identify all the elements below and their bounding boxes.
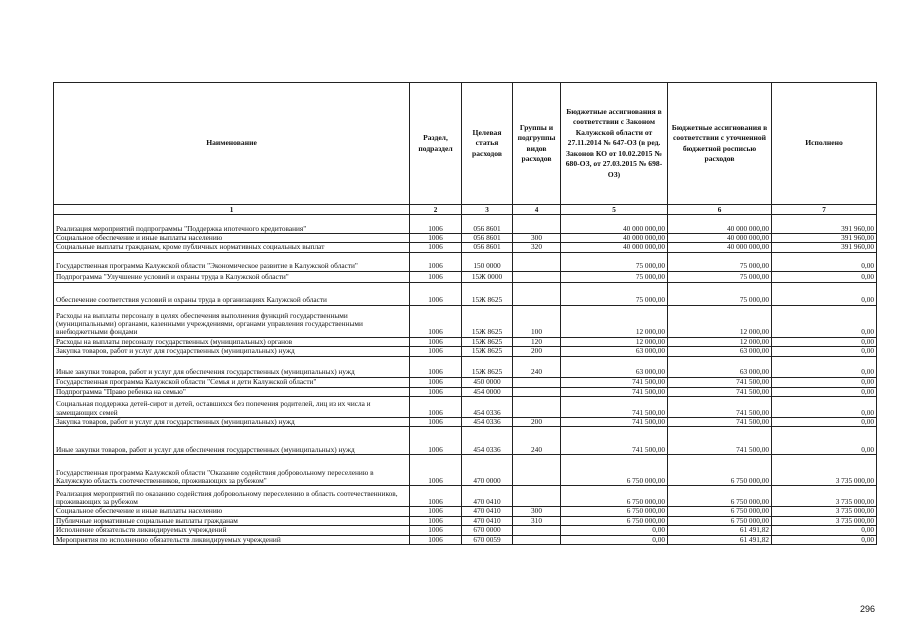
table-cell-section: 1006 — [410, 215, 462, 234]
table-cell-group: 100 — [513, 305, 561, 337]
table-cell-target: 454 0336 — [462, 427, 513, 455]
table-row — [54, 356, 877, 377]
table-row — [54, 397, 877, 418]
table-cell-executed: 391 960,00 — [772, 234, 877, 243]
table-cell-group: 240 — [513, 427, 561, 455]
table-cell-section: 1006 — [410, 507, 462, 516]
table-row — [54, 427, 877, 455]
table-cell-executed: 3 735 000,00 — [772, 486, 877, 507]
table-cell-target: 670 0059 — [462, 535, 513, 544]
table-cell-target: 15Ж 0000 — [462, 271, 513, 282]
table-cell-name: Иные закупки товаров, работ и услуг для обеспечения государственных (муниципальных) нужд — [54, 356, 410, 377]
table-cell-name: Государственная программа Калужской области "Экономическое развитие в Калужской области" — [54, 252, 410, 271]
table-cell-budget-refined: 63 000,00 — [668, 347, 772, 356]
header-row — [54, 83, 877, 205]
table-cell-section: 1006 — [410, 387, 462, 396]
table-cell-target: 450 0000 — [462, 377, 513, 387]
table-cell-section: 1006 — [410, 234, 462, 243]
table-cell-group: 200 — [513, 347, 561, 356]
table-cell-budget-law: 6 750 000,00 — [561, 455, 668, 486]
table-cell-target: 056 8601 — [462, 234, 513, 243]
table-cell-target: 15Ж 8625 — [462, 337, 513, 346]
table-cell-name: Подпрограмма "Право ребенка на семью" — [54, 387, 410, 396]
header-executed: Исполнено — [772, 83, 877, 205]
table-cell-target: 056 8601 — [462, 243, 513, 252]
table-cell-section: 1006 — [410, 377, 462, 387]
table-cell-executed: 0,00 — [772, 535, 877, 544]
table-cell-budget-law: 63 000,00 — [561, 347, 668, 356]
table-cell-name: Расходы на выплаты персоналу государственных (муниципальных) органов — [54, 337, 410, 346]
table-cell-target: 670 0000 — [462, 526, 513, 535]
table-cell-executed: 0,00 — [772, 347, 877, 356]
table-cell-target: 150 0000 — [462, 252, 513, 271]
table-cell-budget-refined: 61 491,82 — [668, 526, 772, 535]
table-cell-budget-refined: 6 750 000,00 — [668, 455, 772, 486]
table-cell-target: 454 0336 — [462, 418, 513, 427]
table-cell-budget-law: 75 000,00 — [561, 252, 668, 271]
table-cell-budget-refined: 741 500,00 — [668, 418, 772, 427]
table-cell-executed: 0,00 — [772, 387, 877, 396]
table-cell-name: Социальное обеспечение и иные выплаты населению — [54, 234, 410, 243]
table-cell-executed: 3 735 000,00 — [772, 507, 877, 516]
table-cell-name: Мероприятия по исполнению обязательств ликвидируемых учреждений — [54, 535, 410, 544]
table-cell-budget-refined: 75 000,00 — [668, 252, 772, 271]
table-cell-budget-refined: 12 000,00 — [668, 305, 772, 337]
header-budget-refined: Бюджетные ассигнования в соответствии с уточненной бюджетной росписью расходов — [668, 83, 772, 205]
table-cell-target: 15Ж 8625 — [462, 356, 513, 377]
table-cell-executed: 391 960,00 — [772, 215, 877, 234]
header-name: Наименование — [54, 83, 410, 205]
column-number: 3 — [462, 205, 513, 215]
table-cell-group — [513, 387, 561, 396]
table-cell-budget-law: 741 500,00 — [561, 397, 668, 418]
budget-table — [53, 82, 877, 545]
page-number: 296 — [860, 604, 876, 614]
table-cell-executed: 0,00 — [772, 418, 877, 427]
table-cell-target: 470 0410 — [462, 486, 513, 507]
table-row — [54, 377, 877, 387]
table-cell-executed: 0,00 — [772, 427, 877, 455]
table-cell-budget-refined: 63 000,00 — [668, 356, 772, 377]
table-cell-budget-law: 741 500,00 — [561, 387, 668, 396]
header-target: Целевая статья расходов — [462, 83, 513, 205]
table-cell-executed: 0,00 — [772, 337, 877, 346]
table-cell-group: 200 — [513, 418, 561, 427]
table-cell-group: 310 — [513, 516, 561, 525]
table-cell-section: 1006 — [410, 252, 462, 271]
table-cell-name: Реализация мероприятий по оказанию содействия добровольному переселению в область соотечественников, проживающих за рубежом — [54, 486, 410, 507]
table-row — [54, 535, 877, 544]
table-cell-budget-refined: 741 500,00 — [668, 397, 772, 418]
table-cell-group: 320 — [513, 243, 561, 252]
table-row — [54, 507, 877, 516]
table-cell-budget-refined: 6 750 000,00 — [668, 486, 772, 507]
table-cell-group: 240 — [513, 356, 561, 377]
table-row — [54, 418, 877, 427]
table-cell-group — [513, 271, 561, 282]
table-cell-budget-law: 63 000,00 — [561, 356, 668, 377]
table-row — [54, 243, 877, 252]
table-cell-name: Исполнение обязательств ликвидируемых учреждений — [54, 526, 410, 535]
table-cell-budget-refined: 6 750 000,00 — [668, 507, 772, 516]
table-cell-budget-refined: 12 000,00 — [668, 337, 772, 346]
table-cell-section: 1006 — [410, 282, 462, 305]
table-cell-group: 300 — [513, 507, 561, 516]
column-number: 2 — [410, 205, 462, 215]
column-number: 5 — [561, 205, 668, 215]
table-cell-section: 1006 — [410, 356, 462, 377]
table-cell-target: 454 0336 — [462, 397, 513, 418]
table-cell-section: 1006 — [410, 418, 462, 427]
table-cell-target: 15Ж 8625 — [462, 347, 513, 356]
table-cell-budget-law: 0,00 — [561, 535, 668, 544]
table-cell-section: 1006 — [410, 305, 462, 337]
table-cell-budget-law: 741 500,00 — [561, 377, 668, 387]
table-cell-budget-law: 6 750 000,00 — [561, 486, 668, 507]
table-row — [54, 252, 877, 271]
table-cell-budget-law: 6 750 000,00 — [561, 507, 668, 516]
table-cell-group — [513, 282, 561, 305]
table-cell-budget-refined: 75 000,00 — [668, 282, 772, 305]
table-cell-target: 15Ж 8625 — [462, 305, 513, 337]
table-cell-executed: 0,00 — [772, 356, 877, 377]
table-cell-budget-law: 40 000 000,00 — [561, 243, 668, 252]
table-cell-budget-law: 75 000,00 — [561, 282, 668, 305]
table-cell-name: Закупка товаров, работ и услуг для государственных (муниципальных) нужд — [54, 418, 410, 427]
table-row — [54, 234, 877, 243]
table-cell-executed: 0,00 — [772, 282, 877, 305]
table-cell-budget-refined: 40 000 000,00 — [668, 243, 772, 252]
table-cell-name: Расходы на выплаты персоналу в целях обеспечения выполнения функций государственными (муниципальными) органами, казенными учреждениями, органами управления государственными внебюджетными фондами — [54, 305, 410, 337]
table-row — [54, 486, 877, 507]
table-cell-name: Публичные нормативные социальные выплаты гражданам — [54, 516, 410, 525]
header-section: Раздел, подраздел — [410, 83, 462, 205]
table-cell-name: Социальные выплаты гражданам, кроме публичных нормативных социальных выплат — [54, 243, 410, 252]
table-cell-target: 15Ж 8625 — [462, 282, 513, 305]
table-cell-budget-law: 12 000,00 — [561, 337, 668, 346]
table-cell-budget-refined: 741 500,00 — [668, 427, 772, 455]
table-cell-name: Обеспечение соответствия условий и охраны труда в организациях Калужской области — [54, 282, 410, 305]
column-numbers-row — [54, 205, 877, 215]
table-cell-section: 1006 — [410, 337, 462, 346]
table-cell-budget-law: 12 000,00 — [561, 305, 668, 337]
table-cell-group — [513, 377, 561, 387]
table-row — [54, 347, 877, 356]
table-cell-target: 454 0000 — [462, 387, 513, 396]
table-cell-section: 1006 — [410, 397, 462, 418]
table-cell-budget-refined: 61 491,82 — [668, 535, 772, 544]
table-cell-target: 470 0410 — [462, 516, 513, 525]
table-row — [54, 526, 877, 535]
table-cell-section: 1006 — [410, 516, 462, 525]
table-cell-group — [513, 526, 561, 535]
table-cell-name: Закупка товаров, работ и услуг для государственных (муниципальных) нужд — [54, 347, 410, 356]
table-cell-section: 1006 — [410, 535, 462, 544]
table-cell-executed: 0,00 — [772, 397, 877, 418]
table-cell-executed: 0,00 — [772, 305, 877, 337]
table-cell-section: 1006 — [410, 347, 462, 356]
table-row — [54, 271, 877, 282]
table-cell-section: 1006 — [410, 455, 462, 486]
table-cell-budget-refined: 741 500,00 — [668, 377, 772, 387]
table-row — [54, 215, 877, 234]
table-cell-group — [513, 252, 561, 271]
table-cell-executed: 0,00 — [772, 271, 877, 282]
table-cell-budget-law: 75 000,00 — [561, 271, 668, 282]
table-row — [54, 455, 877, 486]
table-cell-name: Подпрограмма "Улучшение условий и охраны труда в Калужской области" — [54, 271, 410, 282]
table-row — [54, 516, 877, 525]
table-cell-budget-law: 741 500,00 — [561, 418, 668, 427]
table-cell-name: Иные закупки товаров, работ и услуг для обеспечения государственных (муниципальных) нужд — [54, 427, 410, 455]
table-cell-group — [513, 455, 561, 486]
table-cell-executed: 0,00 — [772, 377, 877, 387]
column-number: 4 — [513, 205, 561, 215]
table-cell-name: Реализация мероприятий подпрограммы "Поддержка ипотечного кредитования" — [54, 215, 410, 234]
table-cell-budget-refined: 6 750 000,00 — [668, 516, 772, 525]
table-cell-group — [513, 535, 561, 544]
table-body — [54, 215, 877, 545]
header-groups: Группы и подгруппы видов расходов — [513, 83, 561, 205]
table-cell-group — [513, 397, 561, 418]
table-cell-target: 056 8601 — [462, 215, 513, 234]
table-cell-executed: 0,00 — [772, 252, 877, 271]
table-cell-name: Социальная поддержка детей-сирот и детей, оставшихся без попечения родителей, лиц из их числа и замещающих семей — [54, 397, 410, 418]
table-cell-budget-refined: 40 000 000,00 — [668, 215, 772, 234]
table-cell-group: 120 — [513, 337, 561, 346]
table-cell-name: Государственная программа Калужской области "Оказание содействия добровольному переселению в Калужскую область соотечественников, проживающих за рубежом" — [54, 455, 410, 486]
table-cell-executed: 3 735 000,00 — [772, 516, 877, 525]
table-cell-section: 1006 — [410, 486, 462, 507]
table-cell-section: 1006 — [410, 243, 462, 252]
header-budget-law: Бюджетные ассигнования в соответствии с Законом Калужской области от 27.11.2014 № 647-ОЗ (в ред. Законов КО от 10.02.2015 № 680-ОЗ, от 27.03.2015 № 698-ОЗ) — [561, 83, 668, 205]
table-row — [54, 282, 877, 305]
table-cell-executed: 0,00 — [772, 526, 877, 535]
table-cell-name: Социальное обеспечение и иные выплаты населению — [54, 507, 410, 516]
table-cell-section: 1006 — [410, 526, 462, 535]
column-number: 7 — [772, 205, 877, 215]
table-cell-budget-refined: 741 500,00 — [668, 387, 772, 396]
table-cell-executed: 3 735 000,00 — [772, 455, 877, 486]
table-row — [54, 337, 877, 346]
column-number: 6 — [668, 205, 772, 215]
table-row — [54, 387, 877, 396]
table-cell-budget-law: 0,00 — [561, 526, 668, 535]
table-cell-executed: 391 960,00 — [772, 243, 877, 252]
table-cell-group: 300 — [513, 234, 561, 243]
column-number: 1 — [54, 205, 410, 215]
table-cell-target: 470 0410 — [462, 507, 513, 516]
table-cell-budget-law: 40 000 000,00 — [561, 215, 668, 234]
table-cell-budget-refined: 40 000 000,00 — [668, 234, 772, 243]
table-cell-target: 470 0000 — [462, 455, 513, 486]
table-cell-section: 1006 — [410, 427, 462, 455]
table-cell-budget-refined: 75 000,00 — [668, 271, 772, 282]
table-cell-group — [513, 486, 561, 507]
table-row — [54, 305, 877, 337]
table-cell-group — [513, 215, 561, 234]
table-cell-budget-law: 40 000 000,00 — [561, 234, 668, 243]
table-cell-name: Государственная программа Калужской области "Семья и дети Калужской области" — [54, 377, 410, 387]
table-cell-budget-law: 6 750 000,00 — [561, 516, 668, 525]
table-cell-section: 1006 — [410, 271, 462, 282]
table-cell-budget-law: 741 500,00 — [561, 427, 668, 455]
